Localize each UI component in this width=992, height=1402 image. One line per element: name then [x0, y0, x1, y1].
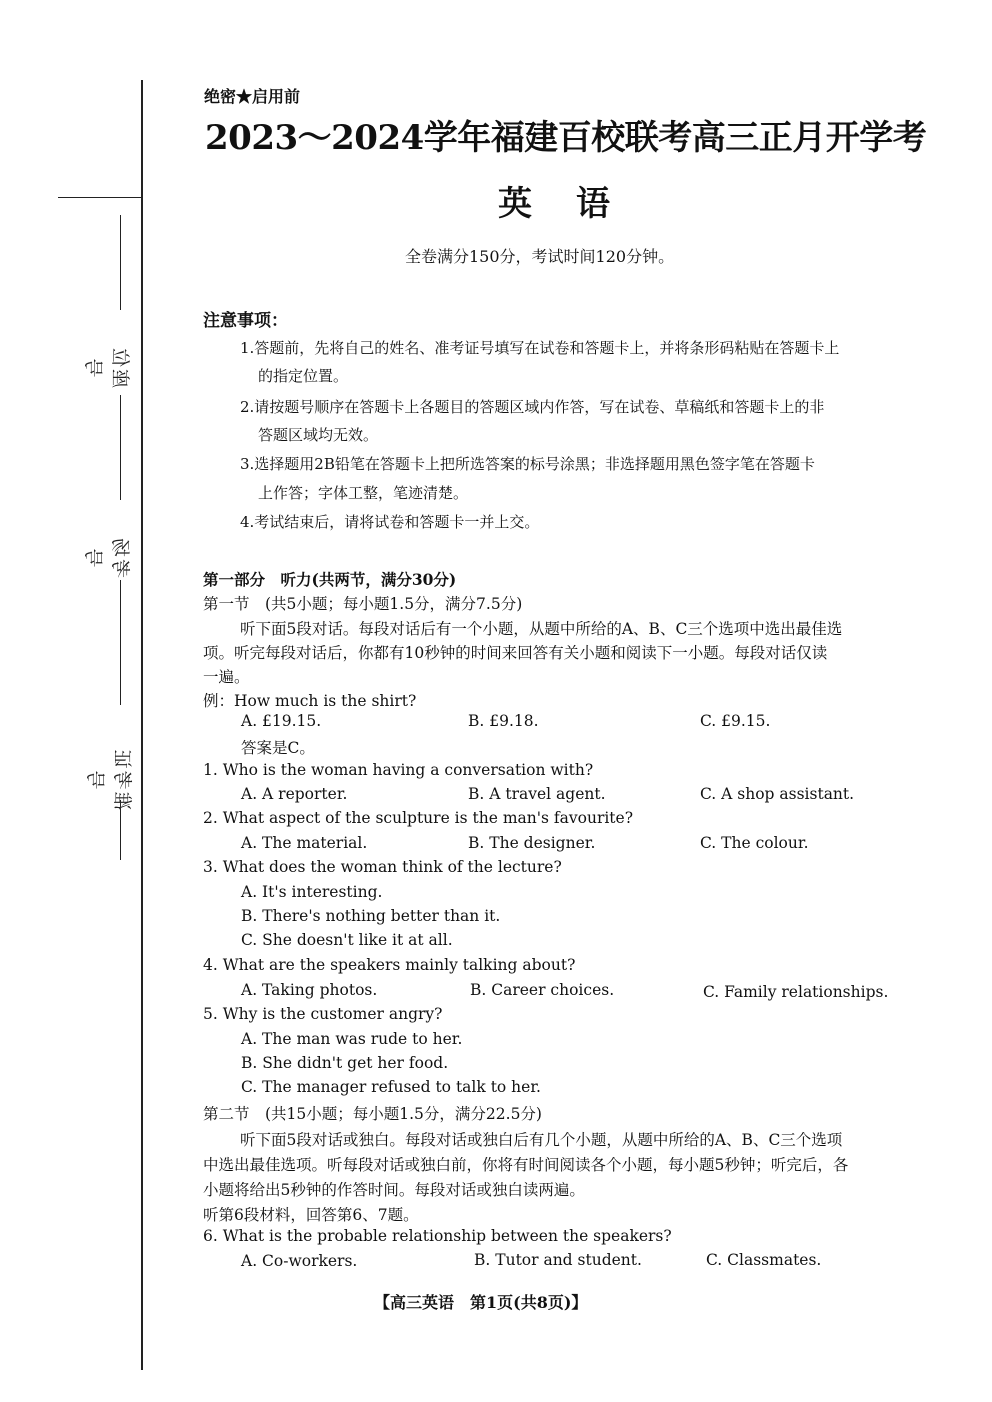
note-1-line-1: 1.答题前，先将自己的姓名、准考证号填写在试卷和答题卡上，并将条形码粘贴在答题卡上 — [240, 339, 840, 357]
example-option-c: C. £9.15. — [700, 712, 771, 730]
q1-option-c: C. A shop assistant. — [700, 785, 855, 803]
margin-field-line — [120, 215, 121, 310]
note-2-line-1: 2.请按题号顺序在答题卡上各题目的答题区域内作答，写在试卷、草稿纸和答题卡上的非 — [240, 398, 825, 416]
note-1-line-2: 的指定位置。 — [258, 367, 349, 385]
q2-option-a: A. The material. — [241, 834, 368, 852]
example-option-a: A. £19.15. — [241, 712, 322, 730]
page-footer: 【高三英语 第1页(共8页)】 — [374, 1293, 588, 1312]
q2-option-c: C. The colour. — [700, 834, 809, 852]
margin-top-line — [58, 197, 142, 198]
q1-option-b: B. A travel agent. — [468, 785, 606, 803]
question-4: 4. What are the speakers mainly talking about? — [203, 956, 576, 974]
q1-option-a: A. A reporter. — [241, 785, 348, 803]
section1-heading: 第一节 (共5小题；每小题1.5分，满分7.5分) — [203, 595, 523, 613]
notes-heading: 注意事项： — [203, 311, 288, 331]
confidential-label: 绝密★启用前 — [204, 87, 301, 106]
q2-option-b: B. The designer. — [468, 834, 596, 852]
material-prompt: 听第6段材料，回答第6、7题。 — [203, 1206, 419, 1224]
example-answer: 答案是C。 — [241, 739, 315, 757]
margin-vertical-line — [141, 80, 143, 1370]
section2-instruction-line: 中选出最佳选项。听每段对话或独白前，你将有时间阅读各个小题，每小题5秒钟；听完后，各 — [203, 1156, 849, 1174]
note-2-line-2: 答题区域均无效。 — [258, 426, 379, 444]
subject-title: 英语 — [498, 184, 654, 224]
exam-title: 2023～2024学年福建百校联考高三正月开学考 — [205, 118, 927, 158]
question-3: 3. What does the woman think of the lecture? — [203, 858, 562, 876]
part1-heading: 第一部分 听力(共两节，满分30分) — [203, 570, 457, 589]
example-question: 例：How much is the shirt? — [203, 692, 417, 710]
note-3-line-2: 上作答；字体工整，笔迹清楚。 — [258, 484, 469, 502]
q3-option-a: A. It's interesting. — [241, 883, 383, 901]
example-option-b: B. £9.18. — [468, 712, 539, 730]
question-2: 2. What aspect of the sculpture is the man's favourite? — [203, 809, 634, 827]
q6-option-c: C. Classmates. — [706, 1251, 822, 1269]
q6-option-b: B. Tutor and student. — [474, 1251, 642, 1269]
q4-option-c: C. Family relationships. — [703, 983, 889, 1001]
admission-number-label: 准考证号 — [84, 747, 133, 811]
section1-instruction-line: 听下面5段对话。每段对话后有一个小题，从题中所给的A、B、C三个选项中选出最佳选 — [240, 620, 843, 638]
note-4-line-1: 4.考试结束后，请将试卷和答题卡一并上交。 — [240, 513, 540, 531]
q4-option-a: A. Taking photos. — [241, 981, 378, 999]
q3-option-c: C. She doesn't like it at all. — [241, 931, 453, 949]
question-6: 6. What is the probable relationship between the speakers? — [203, 1227, 672, 1245]
margin-field-line — [120, 395, 121, 500]
section1-instruction-line: 一遍。 — [203, 668, 250, 686]
section2-instruction-line: 小题将给出5秒钟的作答时间。每段对话或独白读两遍。 — [203, 1181, 585, 1199]
q5-option-a: A. The man was rude to her. — [241, 1030, 463, 1048]
question-5: 5. Why is the customer angry? — [203, 1005, 443, 1023]
section2-heading: 第二节 (共15小题；每小题1.5分，满分22.5分) — [203, 1105, 542, 1123]
q5-option-c: C. The manager refused to talk to her. — [241, 1078, 541, 1096]
q6-option-a: A. Co-workers. — [241, 1252, 358, 1270]
question-1: 1. Who is the woman having a conversation with? — [203, 761, 594, 779]
margin-field-line — [120, 580, 121, 705]
score-info: 全卷满分150分，考试时间120分钟。 — [405, 247, 675, 266]
section2-instruction-line: 听下面5段对话或独白。每段对话或独白后有几个小题，从题中所给的A、B、C三个选项 — [240, 1131, 843, 1149]
exam-room-label: 考场号 — [82, 536, 131, 579]
q3-option-b: B. There's nothing better than it. — [241, 907, 501, 925]
section1-instruction-line: 项。听完每段对话后，你都有10秒钟的时间来回答有关小题和阅读下一小题。每段对话仅读 — [203, 644, 828, 662]
q4-option-b: B. Career choices. — [470, 981, 615, 999]
seat-number-label: 座位号 — [82, 346, 131, 389]
q5-option-b: B. She didn't get her food. — [241, 1054, 449, 1072]
note-3-line-1: 3.选择题用2B铅笔在答题卡上把所选答案的标号涂黑；非选择题用黑色签字笔在答题卡 — [240, 455, 815, 473]
